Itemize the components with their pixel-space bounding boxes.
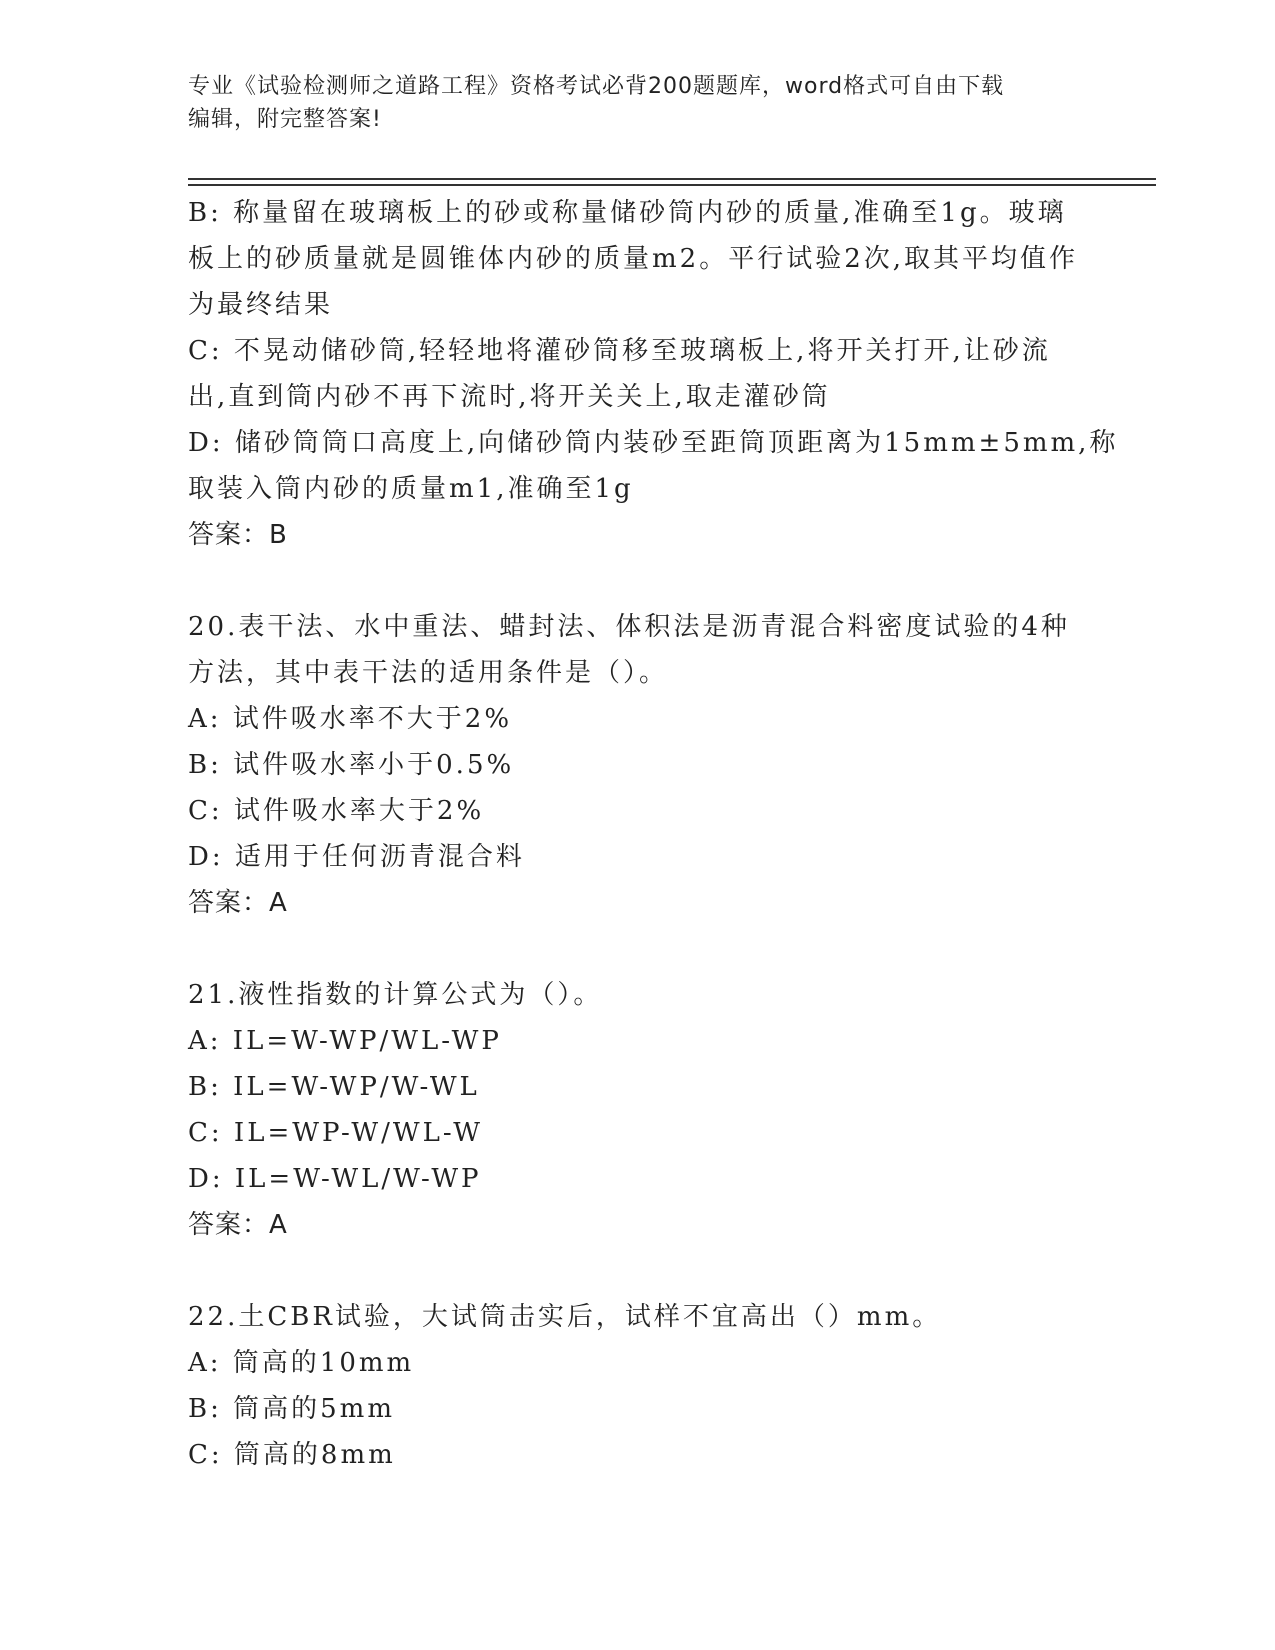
prev-question — [188, 190, 1119, 558]
answer-line: 答案：A — [188, 888, 288, 918]
header-divider-bottom — [188, 184, 1156, 186]
option-b-line-2: 板上的砂质量就是圆锥体内砂的质量m2。平行试验2次,取其平均值作 — [188, 244, 1079, 274]
option-d-line-2: 取装入筒内砂的质量m1,准确至1g — [188, 474, 634, 504]
question-stem-line-1: 21.液性指数的计算公式为（）。 — [188, 980, 603, 1010]
option-a: A: 试件吸水率不大于2% — [188, 704, 513, 734]
question-stem-line-1: 20.表干法、水中重法、蜡封法、体积法是沥青混合料密度试验的4种 — [188, 612, 1070, 642]
question-20 — [188, 604, 1088, 926]
option-b: B: 试件吸水率小于0.5% — [188, 750, 515, 780]
document-header — [188, 70, 1068, 136]
header-divider-top — [188, 178, 1156, 180]
option-d: D: 适用于任何沥青混合料 — [188, 842, 525, 872]
option-c: C: 试件吸水率大于2% — [188, 796, 485, 826]
option-d-line-1: D: 储砂筒筒口高度上,向储砂筒内装砂至距筒顶距离为15mm±5mm,称 — [188, 428, 1119, 458]
option-b-line-1: B: 称量留在玻璃板上的砂或称量储砂筒内砂的质量,准确至1g。玻璃 — [188, 198, 1067, 228]
spacer — [188, 558, 1088, 604]
header-line-1: 专业《试验检测师之道路工程》资格考试必背200题题库，word格式可自由下载 — [188, 74, 1005, 99]
option-d: D: IL=W-WL/W-WP — [188, 1164, 482, 1194]
option-b: B: 筒高的5mm — [188, 1394, 395, 1424]
question-stem-line-1: 22.土CBR试验，大试筒击实后，试样不宜高出（）mm。 — [188, 1302, 942, 1332]
spacer — [188, 926, 1088, 972]
option-a: A: IL=W-WP/WL-WP — [188, 1026, 502, 1056]
answer-line: 答案：A — [188, 1210, 288, 1240]
option-c: C: IL=WP-W/WL-W — [188, 1118, 483, 1148]
spacer — [188, 1248, 1088, 1294]
option-c: C: 筒高的8mm — [188, 1440, 396, 1470]
question-stem-line-2: 方法，其中表干法的适用条件是（）。 — [188, 658, 669, 688]
document-body — [188, 190, 1119, 1478]
question-22 — [188, 1294, 1088, 1478]
answer-line: 答案：B — [188, 520, 288, 550]
header-line-2: 编辑，附完整答案! — [188, 107, 382, 132]
question-21 — [188, 972, 1088, 1248]
option-c-line-1: C: 不晃动储砂筒,轻轻地将灌砂筒移至玻璃板上,将开关打开,让砂流 — [188, 336, 1051, 366]
option-a: A: 筒高的10mm — [188, 1348, 415, 1378]
option-b: B: IL=W-WP/W-WL — [188, 1072, 480, 1102]
option-c-line-2: 出,直到筒内砂不再下流时,将开关关上,取走灌砂筒 — [188, 382, 831, 412]
option-b-line-3: 为最终结果 — [188, 290, 334, 320]
